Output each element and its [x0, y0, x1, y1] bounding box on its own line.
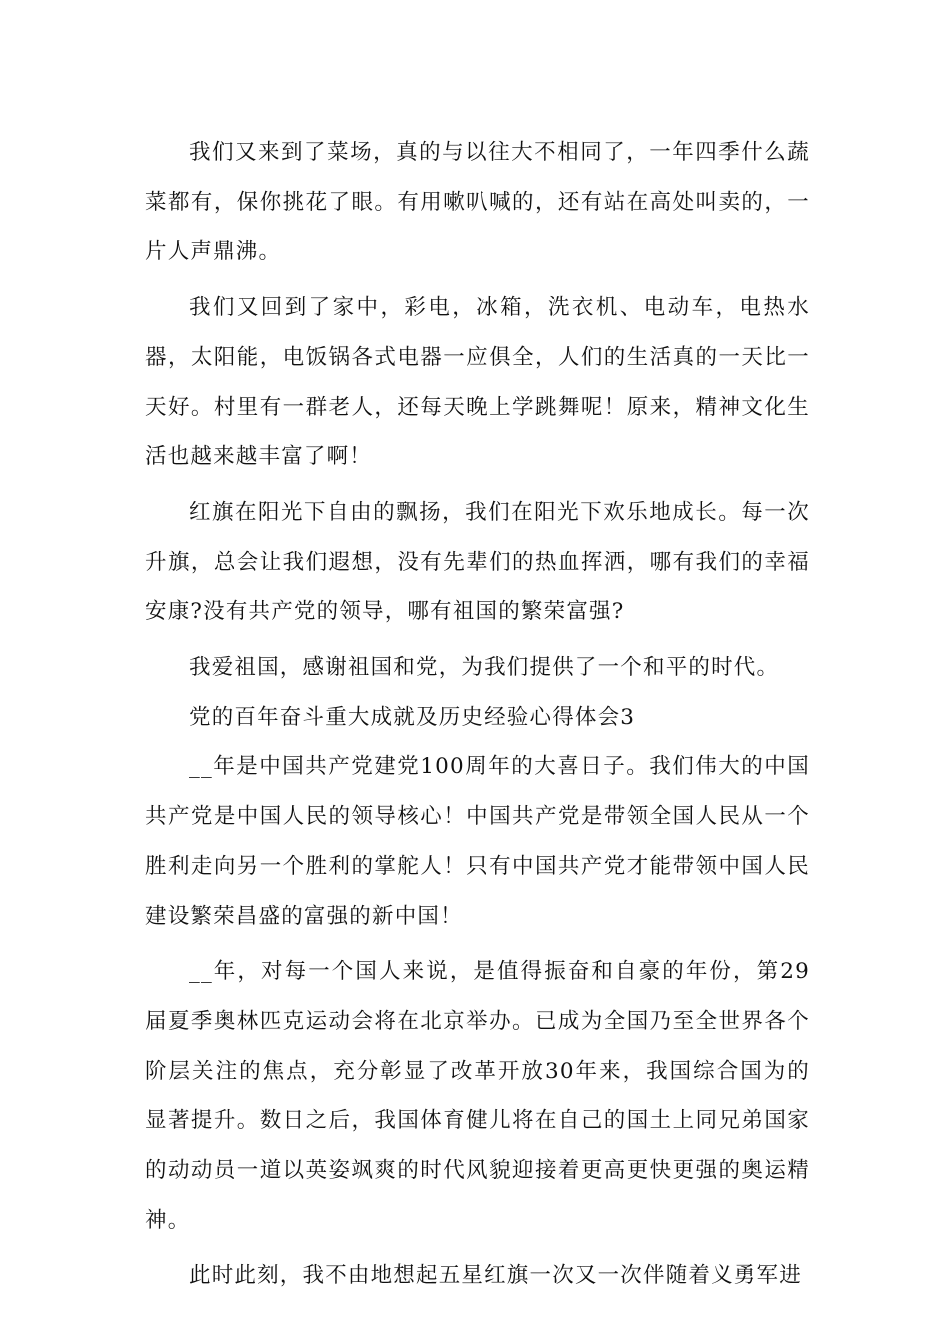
section-heading: 党的百年奋斗重大成就及历史经验心得体会3: [189, 704, 636, 730]
paragraph-home-appliances: 我们又回到了家中，彩电，冰箱，洗衣机、电动车，电热水器，太阳能，电饭锅各式电器一应俱全，人们的生活真的一天比一天好。村里有一群老人，还每天晚上学跳舞呢！原来，精神文化生活也越来越丰富了啊！: [145, 295, 810, 470]
document-body: [145, 128, 810, 1301]
paragraph-vegetable-market: 我们又来到了菜场，真的与以往大不相同了，一年四季什么蔬菜都有，保你挑花了眼。有用嗽叭喊的，还有站在高处叫卖的，一片人声鼎沸。: [145, 140, 810, 265]
paragraph-this-moment: 此时此刻，我不由地想起五星红旗一次又一次伴随着义勇军进: [189, 1263, 802, 1289]
paragraph-red-flag: 红旗在阳光下自由的飘扬，我们在阳光下欢乐地成长。每一次升旗，总会让我们遐想，没有先辈们的热血挥洒，哪有我们的幸福安康?没有共产党的领导，哪有祖国的繁荣富强?: [145, 499, 810, 625]
paragraph-party-centenary: __年是中国共产党建党100周年的大喜日子。我们伟大的中国共产党是中国人民的领导核心！中国共产党是带领全国人民从一个胜利走向另一个胜利的掌舵人！只有中国共产党才能带领中国人民建设繁荣昌盛的富强的新中国！: [145, 754, 810, 929]
paragraph-love-motherland: 我爱祖国，感谢祖国和党，为我们提供了一个和平的时代。: [189, 655, 780, 681]
paragraph-olympics: __年，对每一个国人来说，是值得振奋和自豪的年份，第29届夏季奥林匹克运动会将在北京举办。已成为全国乃至全世界各个阶层关注的焦点，充分彰显了改革开放30年来，我国综合国为的显著提升。数日之后，我国体育健儿将在自己的国土上同兄弟国家的动动员一道以英姿飒爽的时代风貌迎接着更高更快更强的奥运精神。: [145, 959, 810, 1233]
